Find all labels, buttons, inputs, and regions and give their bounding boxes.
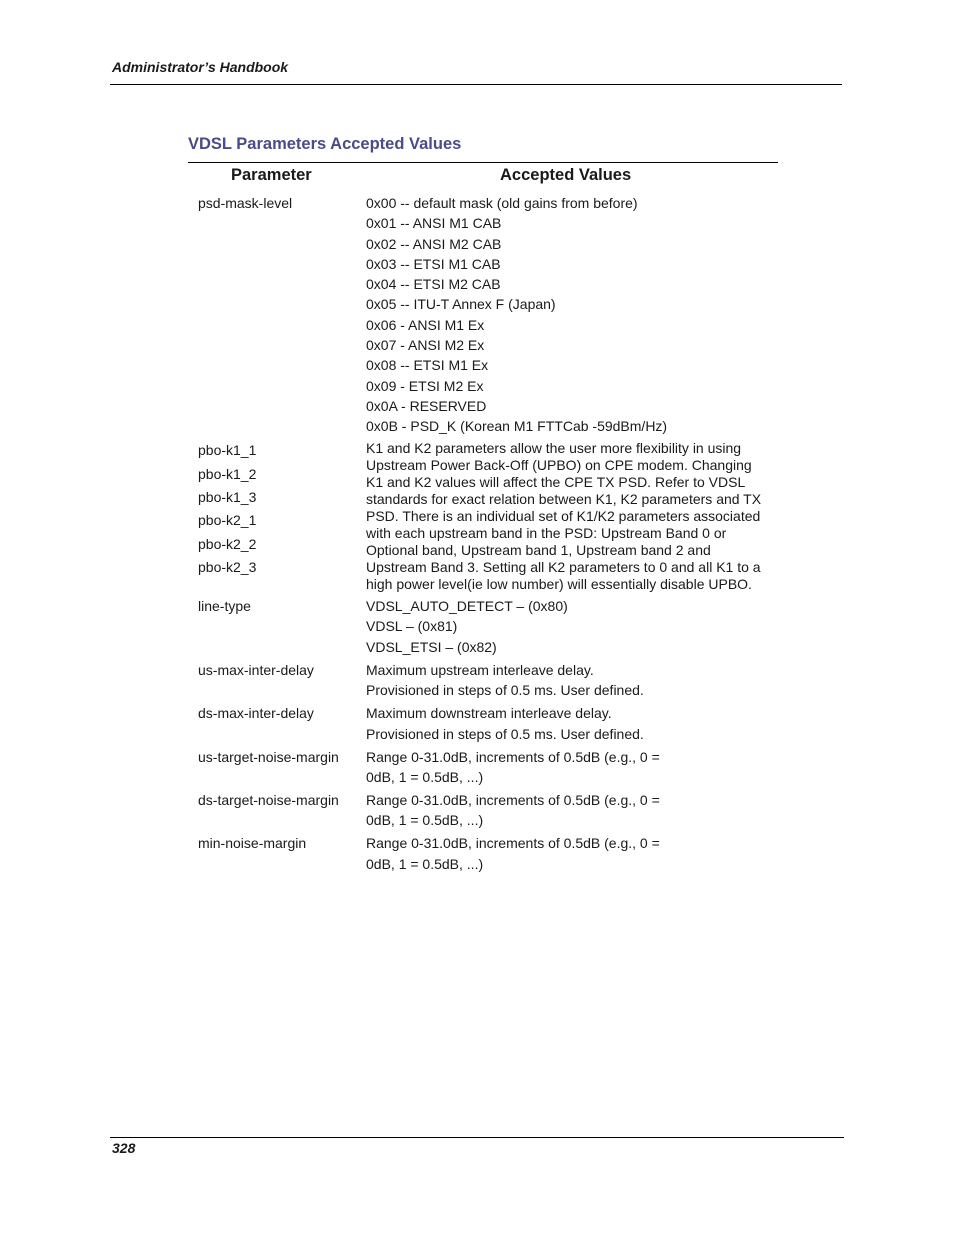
value-line: 0x01 -- ANSI M1 CAB [366,215,502,232]
value-line: 0dB, 1 = 0.5dB, ...) [366,812,484,829]
parameter-cell [188,660,356,701]
value-line: VDSL_AUTO_DETECT – (0x80) [366,598,568,615]
value-line: 0x0B - PSD_K (Korean M1 FTTCab -59dBm/Hz) [366,418,668,435]
table-row [188,596,778,657]
column-header-accepted-values: Accepted Values [500,166,632,184]
parameter-name: pbo-k2_3 [198,558,257,575]
table-row [188,833,778,874]
value-line: Range 0-31.0dB, increments of 0.5dB (e.g., 0 = [366,835,660,852]
values-cell [356,790,778,831]
parameters-table [188,193,778,874]
values-cell [356,439,778,593]
values-cell [356,703,778,744]
value-line: VDSL – (0x81) [366,618,458,635]
parameter-name: pbo-k1_2 [198,465,257,482]
parameter-name: pbo-k1_1 [198,442,257,459]
value-line: Maximum downstream interleave delay. [366,705,612,722]
parameter-name: ds-max-inter-delay [198,705,314,722]
value-line: 0x02 -- ANSI M2 CAB [366,235,502,252]
footer-divider [110,1137,844,1138]
values-cell [356,660,778,701]
parameter-cell [188,596,356,657]
value-line: 0x07 - ANSI M2 Ex [366,337,485,354]
pbo-description: K1 and K2 parameters allow the user more flexibility in using Upstream Power Back-Off (UPBO) on CPE modem. Changing K1 and K2 values will affect the CPE TX PSD. Refer to VDSL standards for exact relation between K1, K2 parameters and TX PSD. There is an individual set of K1/K2 parameters associated with each upstream band in the PSD: Upstream Band 0 or Optional band, Upstream band 1, Upstream band 2 and Upstream Band 3. Setting all K2 parameters to 0 and all K1 to a high power level(ie low number) will essentially disable UPBO. [366,440,762,593]
parameter-name: us-target-noise-margin [198,748,339,765]
page-number: 328 [112,1140,136,1156]
values-cell [356,596,778,657]
parameter-cell [188,439,356,593]
value-line: 0dB, 1 = 0.5dB, ...) [366,768,484,785]
value-line: 0x00 -- default mask (old gains from before) [366,195,638,211]
section-title: VDSL Parameters Accepted Values [188,135,462,153]
parameter-cell [188,790,356,831]
parameter-name: pbo-k1_3 [198,488,257,505]
table-row [188,660,778,701]
parameter-name: ds-target-noise-margin [198,792,339,809]
parameter-name: psd-mask-level [198,195,293,211]
value-line: 0x05 -- ITU-T Annex F (Japan) [366,296,556,313]
value-line: Range 0-31.0dB, increments of 0.5dB (e.g., 0 = [366,748,660,765]
value-line: 0x03 -- ETSI M1 CAB [366,255,501,272]
value-line: 0x08 -- ETSI M1 Ex [366,357,489,374]
parameter-name: min-noise-margin [198,835,307,852]
value-line: 0x09 - ETSI M2 Ex [366,377,484,394]
table-row [188,439,778,593]
table-row [188,747,778,788]
table-top-rule [188,162,778,163]
value-line: 0dB, 1 = 0.5dB, ...) [366,855,484,872]
value-line: 0x0A - RESERVED [366,397,487,414]
values-cell [356,833,778,874]
value-line: Range 0-31.0dB, increments of 0.5dB (e.g., 0 = [366,792,660,809]
table-row [188,193,778,437]
parameter-name: pbo-k2_1 [198,512,257,529]
table-row [188,790,778,831]
parameter-cell [188,703,356,744]
parameter-name: us-max-inter-delay [198,661,314,678]
value-line: 0x06 - ANSI M1 Ex [366,316,485,333]
value-line: Provisioned in steps of 0.5 ms. User defined. [366,725,644,742]
parameter-cell [188,193,356,437]
value-line: VDSL_ETSI – (0x82) [366,638,497,655]
parameter-name: line-type [198,598,251,615]
value-line: Maximum upstream interleave delay. [366,661,594,678]
values-cell [356,193,778,437]
header-divider [110,84,842,85]
column-header-parameter: Parameter [231,166,312,184]
parameter-cell [188,833,356,874]
values-cell [356,747,778,788]
table-row [188,703,778,744]
value-line: 0x04 -- ETSI M2 CAB [366,276,501,293]
running-header: Administrator’s Handbook [112,59,289,75]
parameter-name: pbo-k2_2 [198,535,257,552]
value-line: Provisioned in steps of 0.5 ms. User defined. [366,682,644,699]
parameter-cell [188,747,356,788]
